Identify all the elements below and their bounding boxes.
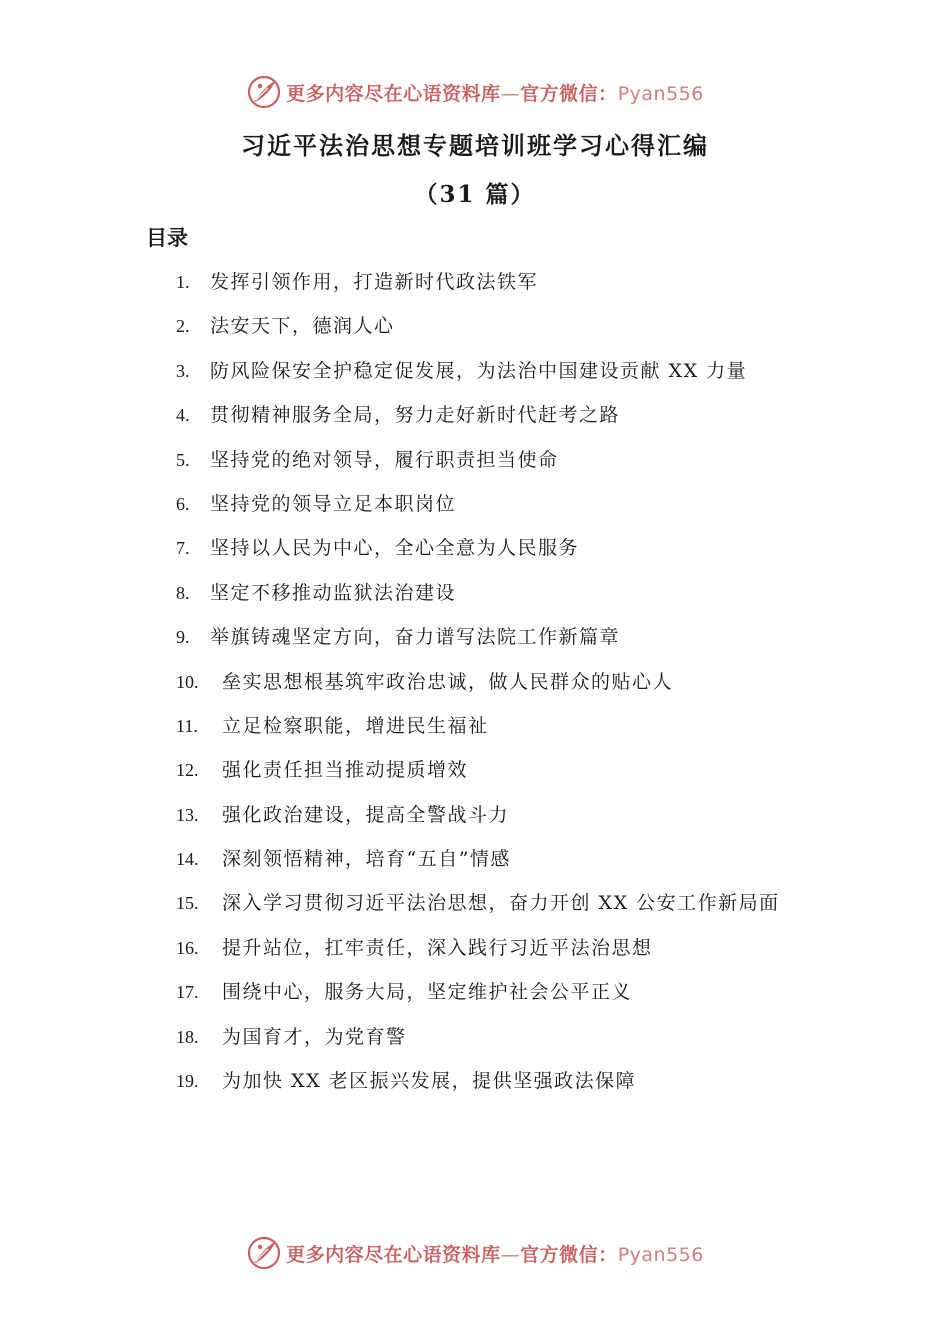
toc-item-number: 5. [176, 449, 190, 470]
toc-item-text: 坚持以人民为中心，全心全意为人民服务 [210, 537, 580, 560]
toc-item-number: 11. [176, 715, 198, 736]
toc-item [176, 617, 780, 661]
toc-item-text: 强化政治建设，提高全警战斗力 [222, 803, 510, 826]
toc-item-number: 12. [176, 760, 199, 781]
watermark-wechat-id: Pyan556 [617, 82, 704, 105]
toc-item-text: 立足检察职能，增进民生福祉 [222, 714, 489, 737]
toc-item [176, 395, 780, 439]
toc-item [176, 351, 780, 395]
watermark-text [286, 79, 704, 106]
toc-item-text: 垒实思想根基筑牢政治忠诚，做人民群众的贴心人 [222, 670, 674, 693]
toc-item-number: 7. [176, 538, 190, 559]
toc-item-text: 为国育才，为党育警 [222, 1025, 407, 1048]
toc-item-text: 发挥引领作用，打造新时代政法铁军 [210, 271, 539, 293]
toc-item-text: 贯彻精神服务全局，努力走好新时代赶考之路 [210, 404, 621, 427]
toc-item-number: 18. [176, 1026, 199, 1047]
toc-item [176, 750, 780, 794]
toc-item [176, 306, 780, 350]
toc-item-number: 13. [176, 804, 199, 825]
watermark-dash: — [500, 1243, 521, 1266]
toc-item-number: 15. [176, 893, 199, 914]
toc-item [176, 1017, 780, 1061]
toc-item [176, 883, 780, 927]
toc-item [176, 706, 780, 750]
toc-item [176, 1061, 780, 1105]
toc-item-number: 17. [176, 982, 199, 1003]
toc-item-text: 防风险保安全护稳定促发展，为法治中国建设贡献 XX 力量 [210, 359, 748, 382]
toc-item-number: 1. [176, 272, 190, 292]
toc-item [176, 972, 780, 1016]
toc-item [176, 484, 780, 528]
toc-item-number: 8. [176, 582, 190, 603]
toc-item-number: 19. [176, 1071, 199, 1092]
toc-item [176, 839, 780, 883]
toc-item-number: 3. [176, 360, 190, 381]
watermark-part2: 官方微信： [520, 82, 618, 105]
toc-item-number: 10. [176, 671, 199, 692]
toc-item-number: 4. [176, 405, 190, 426]
toc-item-number: 14. [176, 849, 199, 870]
toc-item-number: 2. [176, 316, 190, 337]
toc-item-text: 坚持党的领导立足本职岗位 [210, 492, 457, 515]
toc-item-text: 围绕中心，服务大局，坚定维护社会公平正义 [222, 981, 633, 1004]
toc-item-text: 坚持党的绝对领导，履行职责担当使命 [210, 448, 559, 471]
toc-item-number: 6. [176, 493, 190, 514]
toc-item-text: 举旗铸魂坚定方向，奋力谱写法院工作新篇章 [210, 626, 621, 649]
toc-item [176, 440, 780, 484]
watermark-banner-bottom [0, 1231, 950, 1275]
toc-item-number: 9. [176, 627, 190, 648]
toc-item [176, 262, 780, 306]
toc-item-text: 强化责任担当推动提质增效 [222, 759, 469, 782]
watermark-wechat-id: Pyan556 [617, 1243, 704, 1266]
toc-item-text: 深入学习贯彻习近平法治思想，奋力开创 XX 公安工作新局面 [222, 892, 780, 915]
feather-pen-circle-icon [246, 74, 282, 110]
toc-item [176, 573, 780, 617]
watermark-text [286, 1240, 704, 1267]
toc-heading: 目录 [146, 225, 188, 250]
watermark-dash: — [500, 82, 521, 105]
toc-item-text: 法安天下，德润人心 [210, 315, 395, 338]
watermark-part1: 更多内容尽在心语资料库 [286, 1243, 501, 1266]
feather-pen-circle-icon [246, 1235, 282, 1271]
document-title: 习近平法治思想专题培训班学习心得汇编 [241, 131, 709, 160]
toc-item [176, 662, 780, 706]
document-subtitle: （31 篇） [414, 181, 536, 208]
toc-item-text: 深刻领悟精神，培育“五自”情感 [222, 848, 511, 871]
toc-list [176, 262, 780, 1105]
toc-item-number: 16. [176, 937, 199, 958]
toc-item [176, 795, 780, 839]
watermark-part1: 更多内容尽在心语资料库 [286, 82, 501, 105]
toc-item [176, 528, 780, 572]
watermark-banner-top [0, 70, 950, 114]
toc-item-text: 坚定不移推动监狱法治建设 [210, 581, 457, 604]
toc-item-text: 提升站位，扛牢责任，深入践行习近平法治思想 [222, 936, 653, 959]
watermark-part2: 官方微信： [520, 1243, 618, 1266]
toc-item [176, 928, 780, 972]
toc-item-text: 为加快 XX 老区振兴发展，提供坚强政法保障 [222, 1070, 637, 1093]
